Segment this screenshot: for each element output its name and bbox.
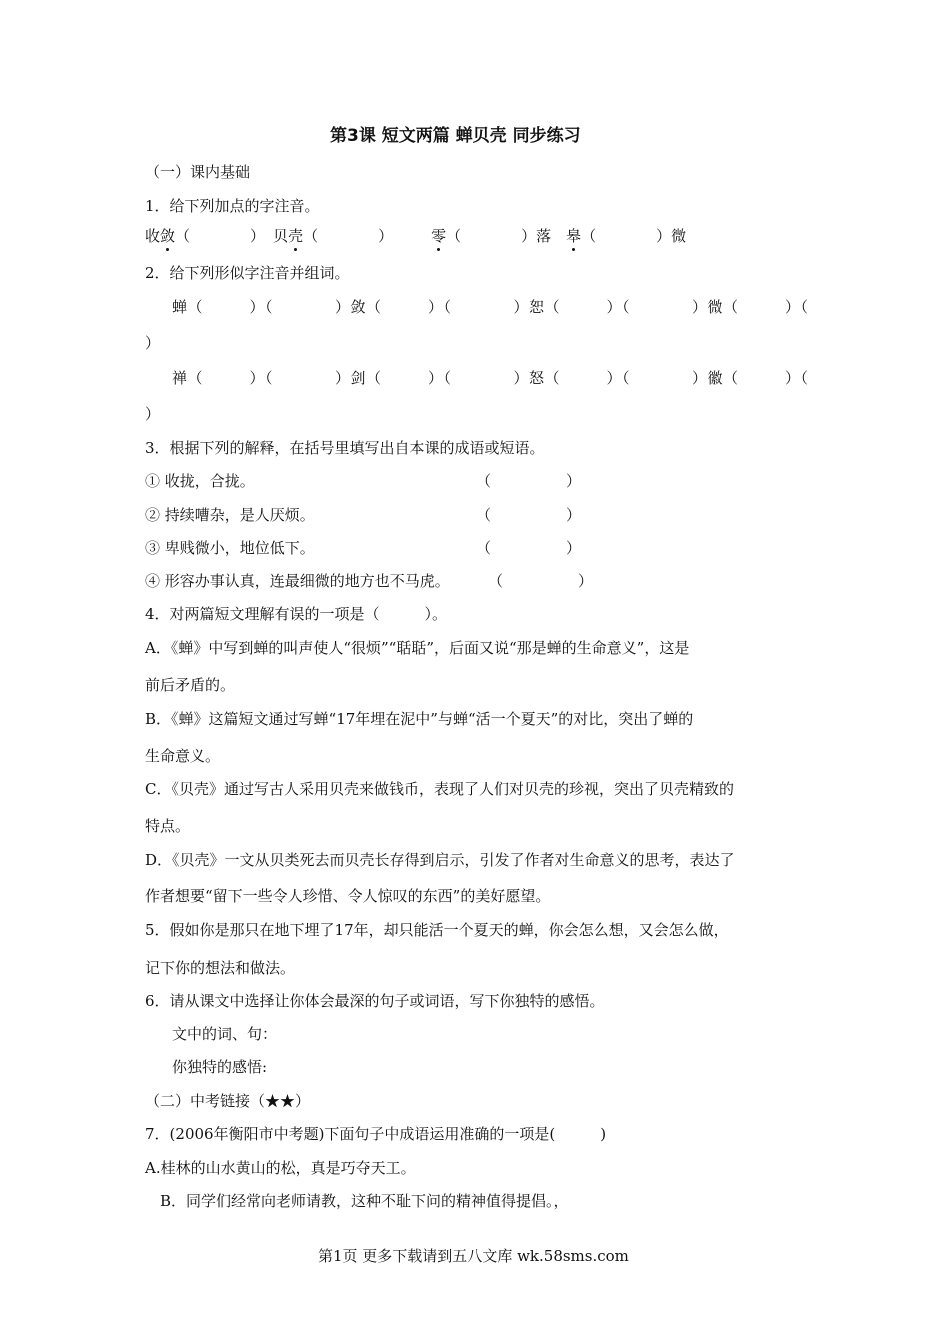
answer-blank[interactable]: （ ）	[303, 227, 394, 245]
section-heading-exam: （二）中考链接（★★）	[145, 1092, 311, 1110]
question-2-row-2: 禅（ ）（ ）剑（ ）（ ）怒（ ）（ ）徽（ ）（	[172, 369, 809, 387]
section-heading-basic: （一）课内基础	[145, 163, 251, 181]
word-5: 微	[671, 227, 687, 245]
dotted-char: 敛	[160, 227, 176, 245]
question-7-option-a: A.桂林的山水黄山的松，真是巧夺天工。	[145, 1159, 416, 1177]
question-4-stem: 4．对两篇短文理解有误的一项是（ ）。	[145, 605, 448, 623]
question-3-item-3: ③ 卑贱微小，地位低下。	[145, 539, 315, 557]
page-footer: 第1页 更多下载请到五八文库 wk.58sms.com	[318, 1247, 629, 1265]
question-7-stem: 7．(2006年衡阳市中考题)下面句子中成语运用准确的一项是( )	[145, 1125, 607, 1143]
question-4-option-a: A．《蝉》中写到蝉的叫声使人“很烦”“聒聒”，后面又说“那是蝉的生命意义”，这是	[145, 639, 690, 657]
answer-blank[interactable]: （ ）	[476, 506, 582, 524]
word-1: 收敛（ ）	[145, 227, 266, 245]
question-6-stem: 6．请从课文中选择让你体会最深的句子或词语，写下你独特的感悟。	[145, 992, 605, 1010]
answer-blank[interactable]: （ ）	[175, 227, 266, 245]
question-4-option-d-cont: 作者想要“留下一些令人珍惜、令人惊叹的东西”的美好愿望。	[145, 887, 551, 905]
dotted-char: 皋	[566, 227, 582, 245]
answer-blank[interactable]: （ ）	[581, 227, 672, 245]
question-3-item-4: ④ 形容办事认真，连最细微的地方也不马虎。	[145, 572, 450, 590]
question-5-stem-cont: 记下你的想法和做法。	[145, 959, 296, 977]
word-4: 落 皋（ ）	[536, 227, 672, 245]
question-1-stem: 1．给下列加点的字注音。	[145, 197, 320, 215]
answer-blank[interactable]: （ ）	[476, 472, 582, 490]
answer-blank[interactable]: （ ）	[476, 539, 582, 557]
word-2: 贝壳（ ）	[273, 227, 394, 245]
question-4-option-d: D．《贝壳》一文从贝类死去而贝壳长存得到启示，引发了作者对生命意义的思考，表达了	[145, 851, 735, 869]
answer-blank[interactable]: （ ）	[446, 227, 537, 245]
question-4-option-a-cont: 前后矛盾的。	[145, 676, 236, 694]
question-4-option-b-cont: 生命意义。	[145, 747, 221, 765]
question-3-item-2: ② 持续嘈杂，是人厌烦。	[145, 506, 315, 524]
question-4-option-c-cont: 特点。	[145, 817, 191, 835]
question-2-row-2-cont: ）	[145, 405, 161, 423]
answer-blank[interactable]: （ ）	[488, 572, 594, 590]
question-2-stem: 2．给下列形似字注音并组词。	[145, 264, 350, 282]
question-1-words	[145, 226, 686, 246]
question-2-row-1-cont: ）	[145, 334, 161, 352]
question-4-option-c: C．《贝壳》通过写古人采用贝壳来做钱币，表现了人们对贝壳的珍视，突出了贝壳精致的	[145, 780, 734, 798]
question-6-prompt-feeling: 你独特的感悟:	[172, 1058, 268, 1076]
question-3-item-1: ① 收拢，合拢。	[145, 472, 255, 490]
question-3-stem: 3．根据下列的解释，在括号里填写出自本课的成语或短语。	[145, 439, 545, 457]
page-title: 第3课 短文两篇 蝉贝壳 同步练习	[330, 126, 581, 146]
question-7-option-b: B．同学们经常向老师请教，这种不耻下问的精神值得提倡。，	[160, 1192, 569, 1210]
question-4-option-b: B．《蝉》这篇短文通过写蝉“17年埋在泥中”与蝉“活一个夏天”的对比，突出了蝉的	[145, 710, 694, 728]
dotted-char: 零	[431, 227, 447, 245]
question-2-row-1: 蝉（ ）（ ）敛（ ）（ ）恕（ ）（ ）微（ ）（	[172, 298, 809, 316]
dotted-char: 壳	[288, 227, 304, 245]
word-3	[431, 227, 536, 245]
question-5-stem: 5．假如你是那只在地下埋了17年，却只能活一个夏天的蝉，你会怎么想，又会怎么做，	[145, 921, 729, 939]
question-6-prompt-text: 文中的词、句：	[172, 1025, 278, 1043]
